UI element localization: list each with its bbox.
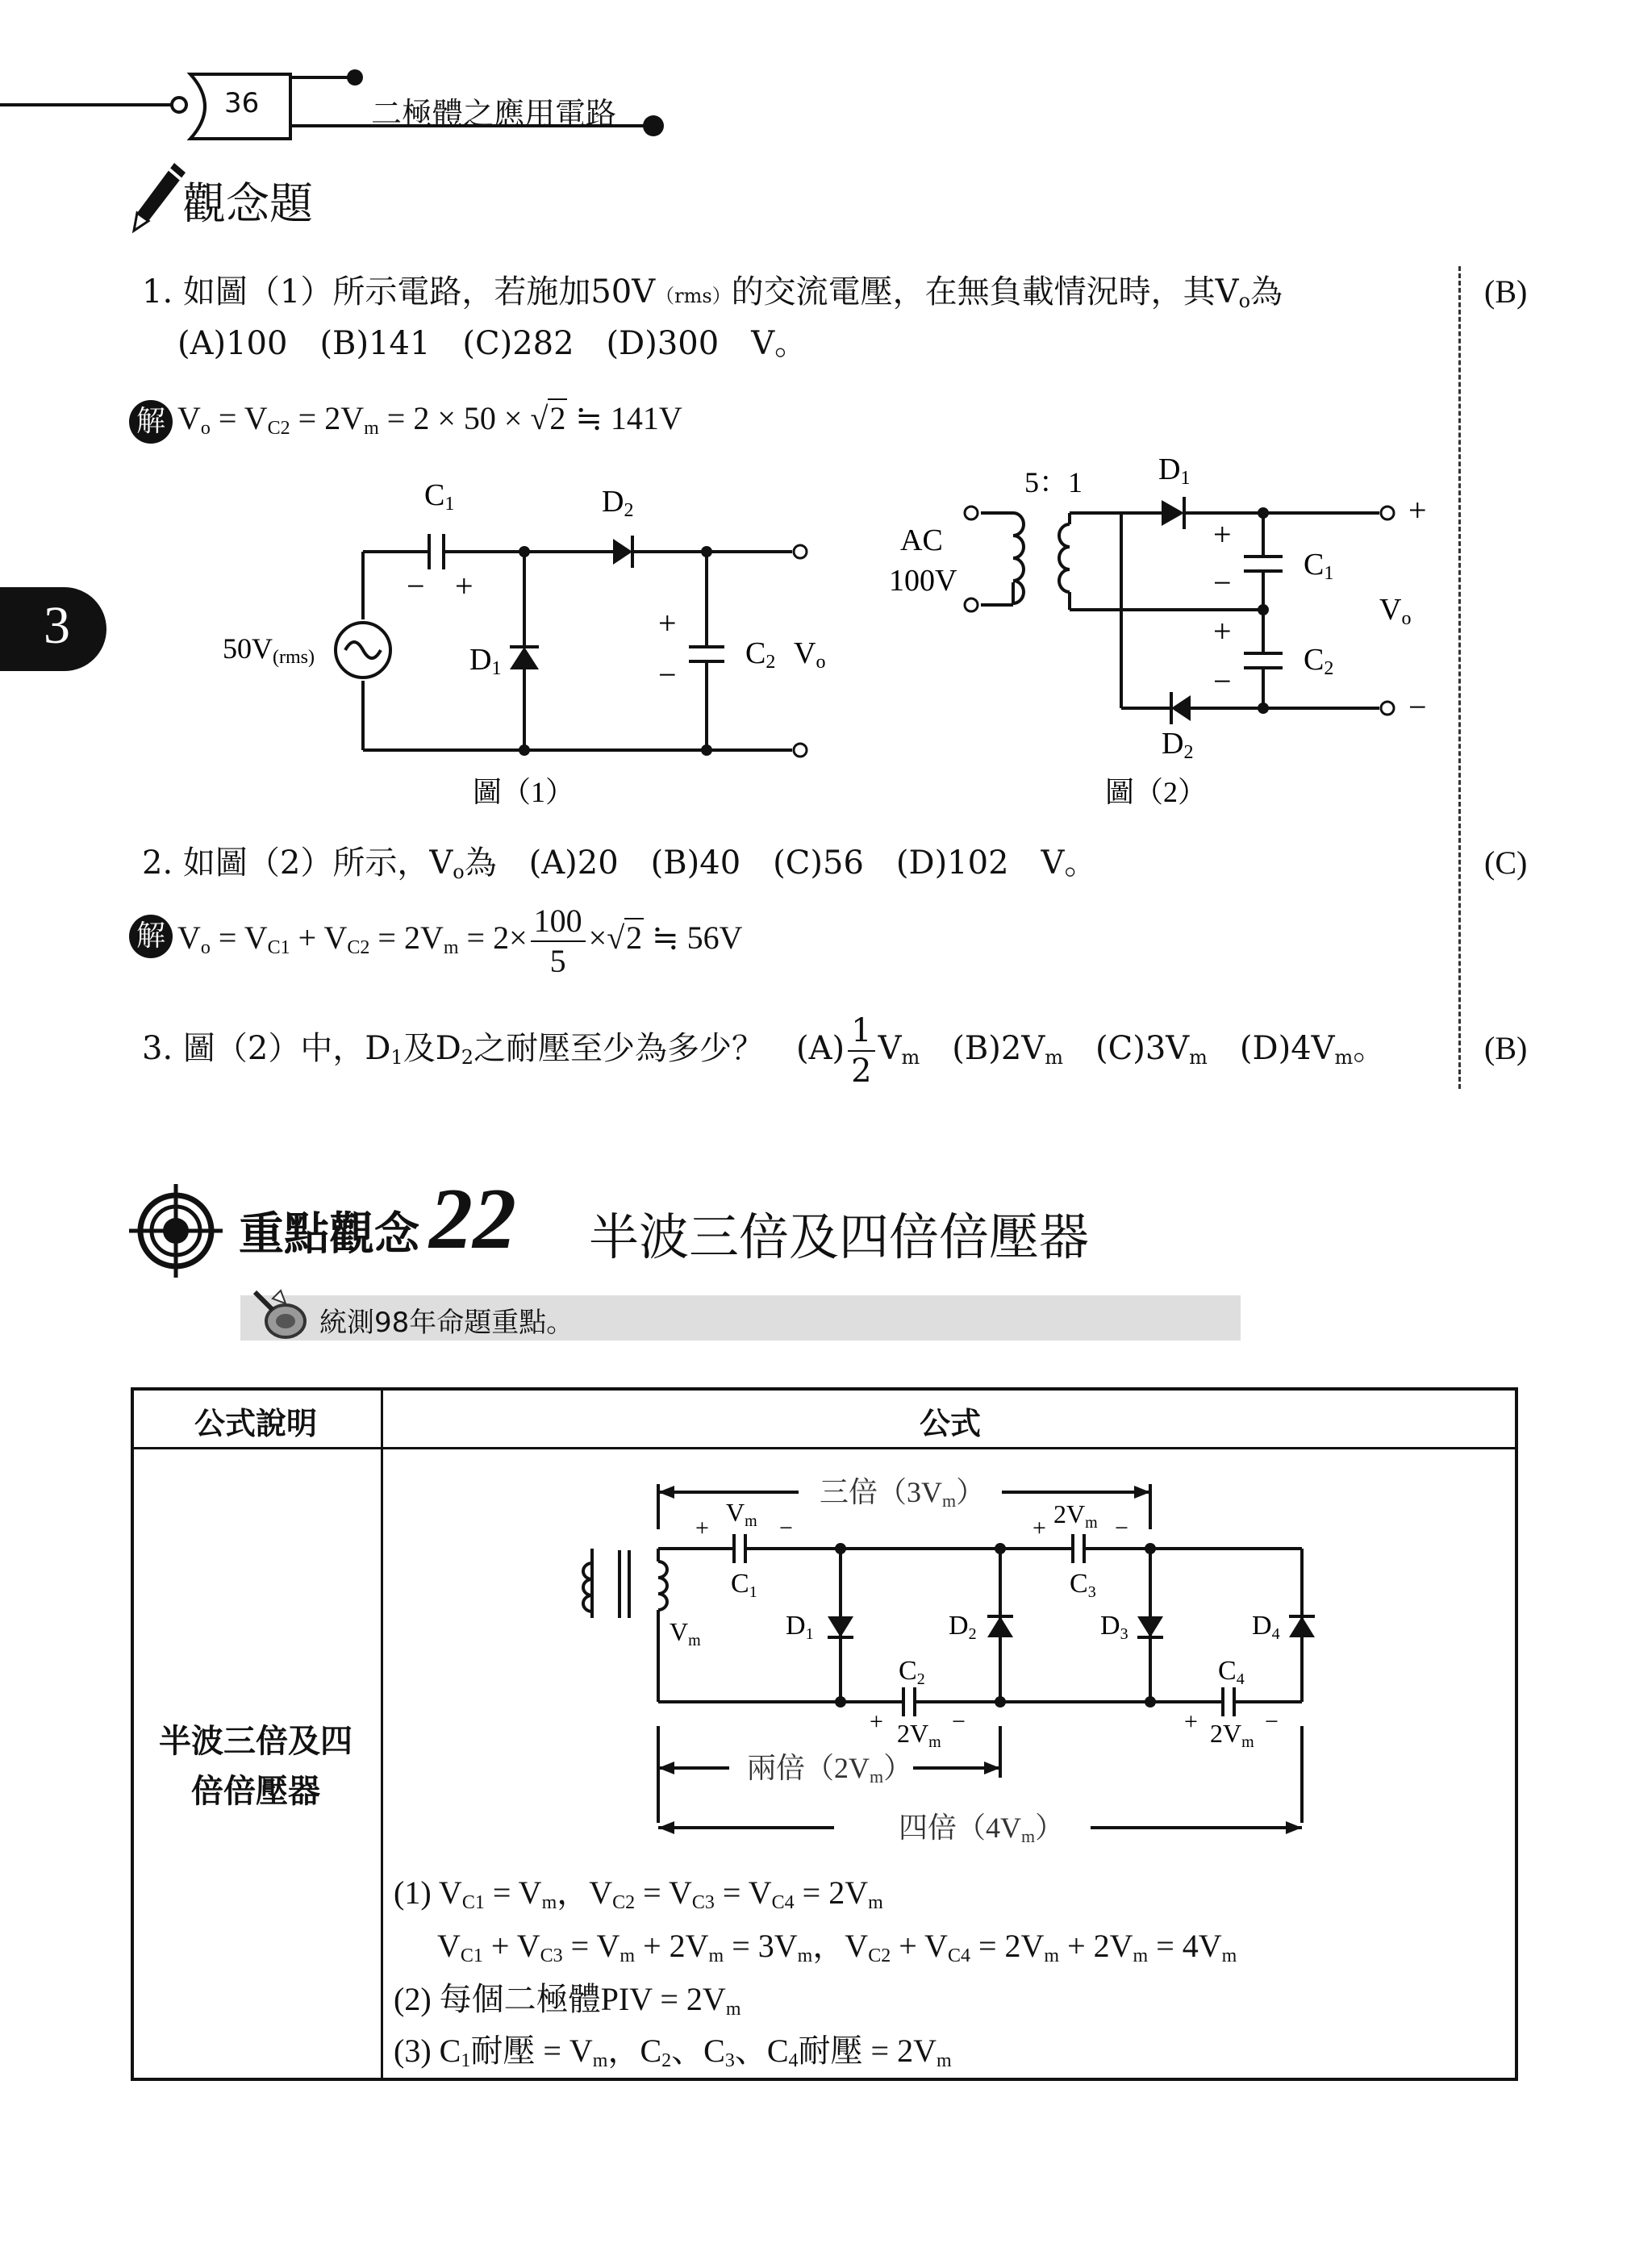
subscript: 2 [916, 1670, 925, 1688]
vo-label: V [1379, 593, 1402, 627]
row-label-line: 半波三倍及四 [159, 1723, 353, 1760]
question-text: 的交流電壓，在無負載情況時，其V [731, 273, 1239, 311]
subscript: m [1044, 1945, 1060, 1966]
subscript: m [797, 1945, 813, 1966]
fraction-denominator: 5 [549, 942, 566, 979]
c2-label: C [899, 1656, 917, 1686]
subscript: o [1401, 608, 1412, 629]
vm-label: V [670, 1617, 689, 1646]
subscript: C2 [267, 418, 290, 439]
svg-text:2Vm [1053, 1499, 1098, 1532]
table-header-divider [131, 1447, 1518, 1449]
math: 耐壓 = V [470, 2033, 593, 2069]
subscript: 2 [1183, 742, 1194, 763]
math: = 4V [1148, 1928, 1222, 1964]
question-number: 2. [142, 844, 173, 882]
math: + 2V [1059, 1928, 1133, 1964]
double-label: ） [883, 1752, 913, 1784]
math: = V [210, 400, 268, 436]
exam-note-icon [248, 1286, 311, 1344]
svg-text:C3 [1070, 1569, 1096, 1601]
subscript: 4 [1236, 1670, 1245, 1688]
answer-3: (B) [1484, 1030, 1528, 1066]
subscript: 3 [1087, 1583, 1096, 1601]
page-number: 36 [224, 87, 260, 119]
math: = V [562, 1928, 620, 1964]
math: + 2V [635, 1928, 709, 1964]
d1-label: D [786, 1611, 806, 1641]
svg-text:Vo [794, 636, 825, 673]
row-label-line: 倍倍壓器 [191, 1773, 320, 1810]
svg-text:D1 [469, 643, 501, 679]
rms-label: （rms） [655, 285, 732, 307]
math: = V [714, 1874, 772, 1911]
math: = 2V [290, 400, 365, 436]
svg-text:D2 [949, 1611, 977, 1643]
subscript: m [1334, 1046, 1354, 1069]
subscript: 1 [390, 1046, 403, 1069]
d2-label: D [1162, 727, 1184, 761]
c3-label: C [1070, 1569, 1088, 1599]
math: ，C [607, 2033, 662, 2069]
svg-text:D1 [786, 1611, 814, 1643]
solution-2: $V_o = V_{C1} + V_{C2} = 2V_m = 2\times$ $\frac{100}{5}$ ×√2 ≒ 56V [177, 902, 743, 979]
question-text: 如圖（1）所示電路，若施加50V [182, 273, 656, 311]
2vm-label: 2V [1053, 1499, 1086, 1528]
target-icon [129, 1184, 223, 1278]
math: 耐壓 = 2V [798, 2033, 937, 2069]
subscript: C1 [461, 1892, 485, 1913]
math: + V [891, 1928, 948, 1964]
svg-text:C1 [1304, 548, 1333, 584]
sqrt-radicand: 2 [549, 400, 566, 436]
voltage-multiplier-diagram [565, 1460, 1339, 1855]
2vm-label: 2V [1210, 1719, 1242, 1748]
svg-text:三倍（3Vm） [820, 1476, 985, 1511]
question-text: 為 [1250, 273, 1283, 311]
subscript: m [868, 1892, 883, 1913]
figure-2-circuit [879, 452, 1460, 823]
subscript: (rms) [273, 647, 315, 668]
svg-text:2Vm [897, 1719, 941, 1751]
polarity-minus: − [1213, 663, 1232, 699]
math: ≒ 56V [644, 919, 743, 956]
chapter-title: 二極體之應用電路 [371, 96, 617, 131]
c4-label: C [1218, 1656, 1237, 1686]
svg-text:D2 [1162, 727, 1193, 763]
svg-text:D1 [1158, 452, 1190, 489]
math: + V [482, 1928, 540, 1964]
subscript: C2 [347, 937, 370, 958]
subscript: 1 [749, 1583, 757, 1601]
question-text: 為 (A)20 (B)40 (C)56 (D)102 V。 [464, 844, 1097, 882]
formula-number: (3) [394, 2033, 432, 2069]
math: = 2× [458, 919, 528, 956]
question-number: 1. [142, 273, 173, 311]
subscript: m [1221, 1945, 1237, 1966]
svg-text:Vm [670, 1617, 701, 1649]
subscript: 1 [461, 2050, 471, 2071]
math: = 2V [970, 1928, 1045, 1964]
subscript: o [453, 861, 465, 883]
option: V [878, 1030, 902, 1067]
math: ≒ 141V [567, 400, 682, 436]
svg-text:C2 [899, 1656, 925, 1688]
formula-number: (2) [394, 1981, 432, 2017]
svg-text:C1 [731, 1569, 757, 1601]
output-minus: − [1408, 689, 1427, 725]
subscript: 2 [968, 1625, 977, 1643]
table-header-formula: 公式 [919, 1406, 981, 1441]
polarity-minus: − [1265, 1708, 1279, 1735]
polarity-minus: − [952, 1708, 966, 1735]
polarity-plus: + [658, 605, 677, 641]
subscript: 2 [1324, 658, 1334, 679]
key-concept-number: 22 [429, 1171, 516, 1267]
question-text: 圖（2）中，D [182, 1030, 391, 1067]
subscript: o [200, 937, 211, 958]
c2-label: C [1304, 643, 1325, 677]
subscript: m [688, 1632, 701, 1649]
subscript: m [936, 2050, 952, 2071]
figure-2-caption: 圖（2） [1105, 776, 1208, 808]
polarity-plus: + [1213, 613, 1232, 649]
polarity-minus: − [1115, 1515, 1128, 1541]
svg-text:D4 [1252, 1611, 1280, 1643]
quad-label: ） [1035, 1812, 1065, 1844]
fraction [848, 1012, 874, 1090]
d2-label: D [602, 485, 624, 519]
svg-text:兩倍（2Vm） [747, 1752, 912, 1787]
subscript: 4 [1271, 1625, 1280, 1643]
subscript: m [901, 1046, 920, 1069]
question-number: 3. [142, 1030, 173, 1067]
subscript: C3 [691, 1892, 715, 1913]
fraction [531, 902, 586, 979]
subscript: m [541, 1892, 557, 1913]
math: = V [210, 919, 268, 956]
subscript: 4 [788, 2050, 799, 2071]
question-3 [142, 1008, 1385, 1098]
svg-text:C2 [1304, 643, 1333, 679]
subscript: 1 [1180, 468, 1191, 489]
subscript: 3 [724, 2050, 735, 2071]
svg-text:Vm [726, 1498, 757, 1530]
polarity-minus: − [1213, 565, 1232, 601]
d3-label: D [1100, 1611, 1120, 1641]
question-text: 及D [403, 1030, 461, 1067]
key-concept-label: 重點觀念 [239, 1208, 419, 1261]
question-2 [142, 837, 1096, 898]
subscript: o [200, 418, 211, 439]
output-plus: + [1408, 492, 1427, 528]
polarity-minus: − [658, 657, 677, 693]
math: = 2V [369, 919, 444, 956]
math: = 2 × 50 × [378, 400, 531, 436]
double-label: 兩倍（2V [747, 1752, 870, 1784]
figure-1-caption: 圖（1） [473, 776, 575, 808]
2vm-label: 2V [897, 1719, 929, 1748]
c2-label: C [745, 636, 766, 670]
math: V [177, 400, 201, 436]
math: V [177, 919, 201, 956]
subscript: m [1133, 1945, 1149, 1966]
option: (D)4V [1239, 1030, 1335, 1067]
svg-text:D2 [602, 485, 633, 521]
subscript: 1 [491, 658, 502, 679]
table-header-description: 公式說明 [194, 1406, 317, 1441]
solution-icon: 解 [129, 915, 173, 958]
ac-voltage: 100V [889, 564, 957, 598]
question-text: 如圖（2）所示，V [182, 844, 453, 882]
subscript: m [364, 418, 379, 439]
subscript: C1 [267, 937, 290, 958]
formula-number: (1) [394, 1874, 432, 1911]
math: × [588, 919, 607, 956]
solution-icon: 解 [129, 400, 173, 444]
subscript: C4 [771, 1892, 795, 1913]
d1-label: D [1158, 452, 1181, 486]
svg-text:四倍（4Vm） [899, 1812, 1064, 1846]
polarity-minus: − [407, 568, 425, 604]
svg-text:50V(rms) [223, 632, 315, 668]
subscript: C4 [947, 1945, 970, 1966]
turns-ratio: 5：1 [1024, 466, 1083, 498]
subscript: m [928, 1733, 941, 1751]
subscript: m [942, 1491, 957, 1511]
polarity-plus: + [870, 1708, 883, 1735]
svg-text:2Vm [1210, 1719, 1254, 1751]
math: ，V [557, 1874, 613, 1911]
svg-text:C4 [1218, 1656, 1245, 1688]
subscript: m [443, 937, 459, 958]
math: C [439, 2033, 461, 2069]
svg-text:D3 [1100, 1611, 1128, 1643]
svg-text:C1 [424, 478, 454, 515]
table-row-label [131, 1716, 381, 1816]
table-column-divider [381, 1387, 383, 2081]
subscript: 2 [766, 652, 776, 673]
sqrt-radicand: 2 [626, 919, 643, 956]
section-title: 觀念題 [182, 178, 313, 229]
fraction-numerator: 1 [848, 1015, 874, 1052]
polarity-plus: + [1213, 516, 1232, 552]
ac-label: AC [900, 523, 943, 557]
subscript: 1 [805, 1625, 814, 1643]
formula-3 [394, 2024, 952, 2087]
math: 、C [671, 2033, 725, 2069]
chapter-tab-number: 3 [44, 596, 70, 655]
math: V [438, 1874, 462, 1911]
subscript: m [745, 1512, 757, 1530]
option: (C)3V [1095, 1030, 1190, 1067]
subscript: o [816, 652, 826, 673]
triple-label: ） [956, 1476, 986, 1508]
polarity-minus: − [779, 1515, 793, 1541]
d4-label: D [1252, 1611, 1272, 1641]
answer-2: (C) [1484, 844, 1528, 881]
subscript: 1 [444, 494, 455, 515]
triple-label: 三倍（3V [820, 1476, 942, 1508]
math: V [437, 1928, 461, 1964]
c1-label: C [424, 478, 445, 512]
option: (B)2V [952, 1030, 1045, 1067]
fraction-denominator: 2 [851, 1053, 872, 1090]
subscript: C2 [868, 1945, 891, 1966]
d1-label: D [469, 643, 492, 677]
subscript: m [592, 2050, 608, 2071]
polarity-plus: + [1184, 1708, 1198, 1735]
subscript: o [1238, 290, 1251, 312]
answer-1: (B) [1484, 273, 1528, 310]
subscript: m [1045, 1046, 1063, 1069]
vm-label: V [726, 1498, 745, 1527]
subscript: 2 [661, 2050, 672, 2071]
math: 、C [734, 2033, 789, 2069]
subscript: m [620, 1945, 636, 1966]
subscript: m [1241, 1733, 1254, 1751]
math: = V [484, 1874, 542, 1911]
figure-1-circuit [210, 468, 839, 823]
subscript: 3 [1120, 1625, 1128, 1643]
subscript: C2 [612, 1892, 636, 1913]
svg-text:Vo [1379, 593, 1411, 629]
math: = V [635, 1874, 692, 1911]
pencil-icon [127, 158, 189, 236]
solution-1: $V_o = V_{C2} = 2V_m = 2 \times 50 \times √2$ ≒ 141V [177, 400, 682, 439]
svg-text:C2 [745, 636, 775, 673]
question-text: 之耐壓至少為多少？ (A) [473, 1030, 845, 1067]
subscript: 2 [624, 500, 634, 521]
math: ，V [812, 1928, 869, 1964]
math: + V [290, 919, 348, 956]
math: = 3V [724, 1928, 798, 1964]
polarity-plus: + [695, 1515, 709, 1541]
exam-note-text: 統測98年命題重點。 [319, 1307, 574, 1339]
quad-label: 四倍（4V [899, 1812, 1021, 1844]
key-concept-title: 半波三倍及四倍倍壓器 [589, 1207, 1090, 1266]
subscript: 2 [461, 1046, 474, 1069]
fraction-numerator: 100 [531, 905, 586, 942]
subscript: C3 [540, 1945, 563, 1966]
c1-label: C [1304, 548, 1325, 582]
subscript: m [708, 1945, 724, 1966]
subscript: m [870, 1766, 884, 1787]
subscript: 1 [1324, 563, 1334, 584]
subscript: m [1189, 1046, 1208, 1069]
math: 每個二極體PIV = 2V [439, 1981, 726, 2017]
subscript: C1 [460, 1945, 483, 1966]
c1-label: C [731, 1569, 749, 1599]
subscript: m [1085, 1514, 1098, 1532]
question-text: 。 [1353, 1030, 1386, 1067]
source-label: 50V [223, 632, 273, 665]
math: = 2V [794, 1874, 869, 1911]
subscript: m [1021, 1826, 1036, 1846]
polarity-plus: + [455, 568, 473, 604]
vo-label: V [794, 636, 816, 670]
d2-label: D [949, 1611, 969, 1641]
polarity-plus: + [1032, 1515, 1046, 1541]
question-1-options: (A)100 (B)141 (C)282 (D)300 V。 [177, 325, 807, 362]
subscript: m [725, 1999, 741, 2020]
